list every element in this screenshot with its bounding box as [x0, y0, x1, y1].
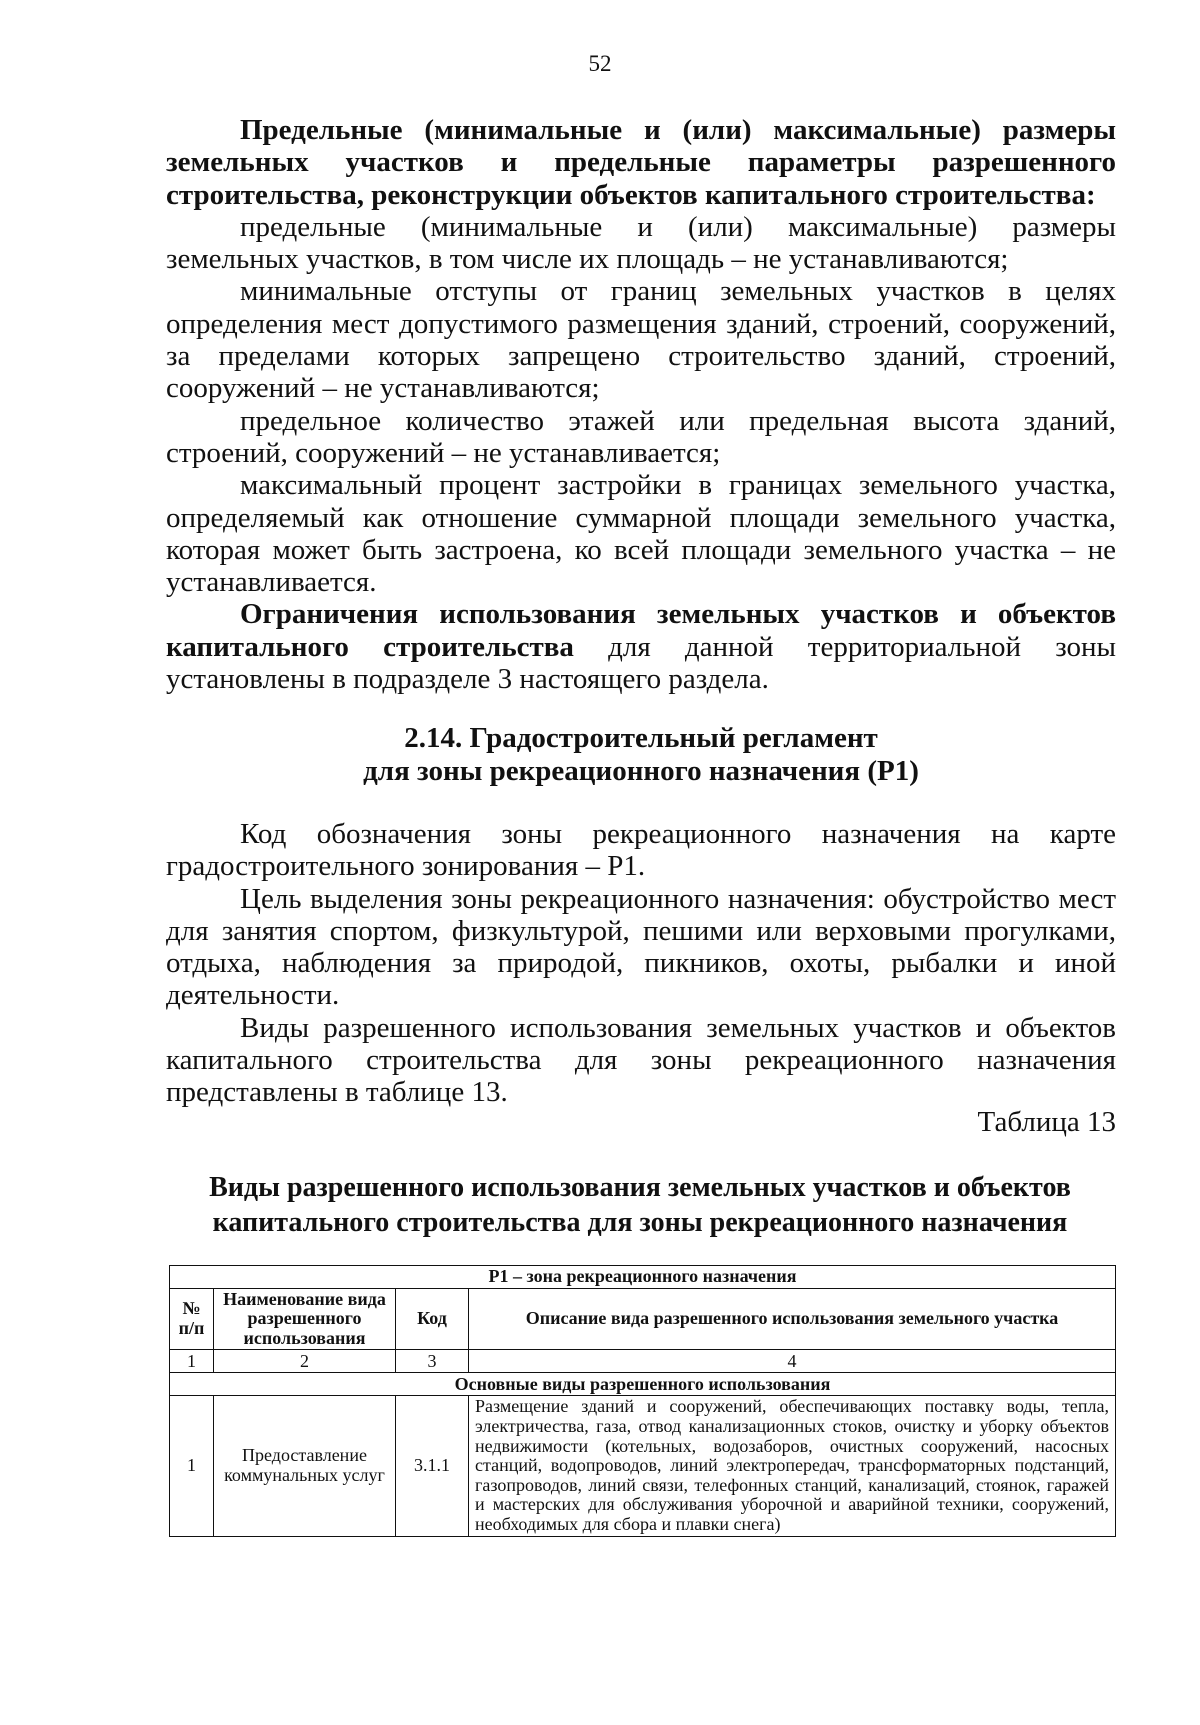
- header-code: Код: [396, 1288, 469, 1350]
- restriction-paragraph: [166, 598, 1116, 695]
- restriction-rest: для данной территориальной зоны установлены в подразделе 3 настоящего раздела.: [166, 630, 1117, 696]
- parameters-section: [166, 114, 1116, 695]
- zone-description-section: [166, 818, 1116, 1109]
- header-num: № п/п: [170, 1288, 214, 1350]
- zone-paragraph: Виды разрешенного использования земельных участков и объектов капитального строительства для зоны рекреационного назначения представлены в таблице 13.: [166, 1011, 1116, 1109]
- page-number: 52: [588, 51, 612, 76]
- header-description: Описание вида разрешенного использования земельного участка: [469, 1288, 1116, 1350]
- group-title: Основные виды разрешенного использования: [170, 1373, 1116, 1396]
- regulation-heading-line1: 2.14. Градостроительный регламент: [404, 722, 878, 754]
- zone-title: Р1 – зона рекреационного назначения: [170, 1266, 1116, 1289]
- table-heading-line1: Виды разрешенного использования земельных участков и объектов: [209, 1172, 1071, 1203]
- table-heading: [140, 1170, 1140, 1240]
- column-number: 3: [396, 1350, 469, 1373]
- table-label: Таблица 13: [977, 1106, 1116, 1138]
- group-row: [170, 1373, 1116, 1396]
- table-header-row: [170, 1288, 1116, 1350]
- restriction-bold: Ограничения использования земельных участков и объектов капитального строительства: [166, 598, 1116, 663]
- zone-paragraph: Цель выделения зоны рекреационного назначения: обустройство мест для занятия спортом, физкультурой, пешими или верховыми прогулками, отдыха, наблюдения за природой, пикников, охоты, рыбалки и иной деятельности.: [166, 882, 1116, 1012]
- table-row: [170, 1396, 1116, 1536]
- row-name: Предоставление коммунальных услуг: [214, 1396, 396, 1536]
- column-number: 2: [214, 1350, 396, 1373]
- parameter-item: предельное количество этажей или предельная высота зданий, строений, сооружений – не устанавливается;: [166, 404, 1116, 469]
- row-num: 1: [170, 1396, 214, 1536]
- table-zone-row: [170, 1266, 1116, 1289]
- row-description: Размещение зданий и сооружений, обеспечивающих поставку воды, тепла, электричества, газа, отвод канализационных стоков, очистку и уборку объектов недвижимости (котельных, водозаборов, очистных сооружений, насосных станций, водопроводов, линий электропередач, трансформаторных подстанций, газопроводов, линий связи, телефонных станций, канализаций, стоянок, гаражей и мастерских для обслуживания уборочной и аварийной техники, сооружений, необходимых для сбора и плавки снега): [469, 1396, 1116, 1536]
- regulation-heading: [166, 722, 1116, 788]
- parameter-item: предельные (минимальные и (или) максимальные) размеры земельных участков, в том числе их площадь – не устанавливаются;: [166, 210, 1116, 276]
- regulation-heading-line2: для зоны рекреационного назначения (Р1): [363, 755, 919, 787]
- parameters-lead: Предельные (минимальные и (или) максимальные) размеры земельных участков и предельные параметры разрешенного строительства, реконструкции объектов капитального строительства:: [166, 114, 1116, 211]
- zone-paragraph: Код обозначения зоны рекреационного назначения на карте градостроительного зонирования – Р1.: [166, 818, 1116, 883]
- column-number: 1: [170, 1350, 214, 1373]
- table-heading-line2: капитального строительства для зоны рекреационного назначения: [212, 1207, 1068, 1238]
- column-number-row: [170, 1350, 1116, 1373]
- row-code: 3.1.1: [396, 1396, 469, 1536]
- permitted-uses-table: [169, 1265, 1116, 1537]
- column-number: 4: [469, 1350, 1116, 1373]
- parameter-item: минимальные отступы от границ земельных участков в целях определения мест допустимого размещения зданий, строений, сооружений, за пределами которых запрещено строительство зданий, строений, сооружений – не устанавливаются;: [166, 275, 1116, 405]
- parameter-item: максимальный процент застройки в границах земельного участка, определяемый как отношение суммарной площади земельного участка, которая может быть застроена, ко всей площади земельного участка – не устанавливается.: [166, 469, 1116, 599]
- header-name: Наименование вида разрешенного использования: [214, 1288, 396, 1350]
